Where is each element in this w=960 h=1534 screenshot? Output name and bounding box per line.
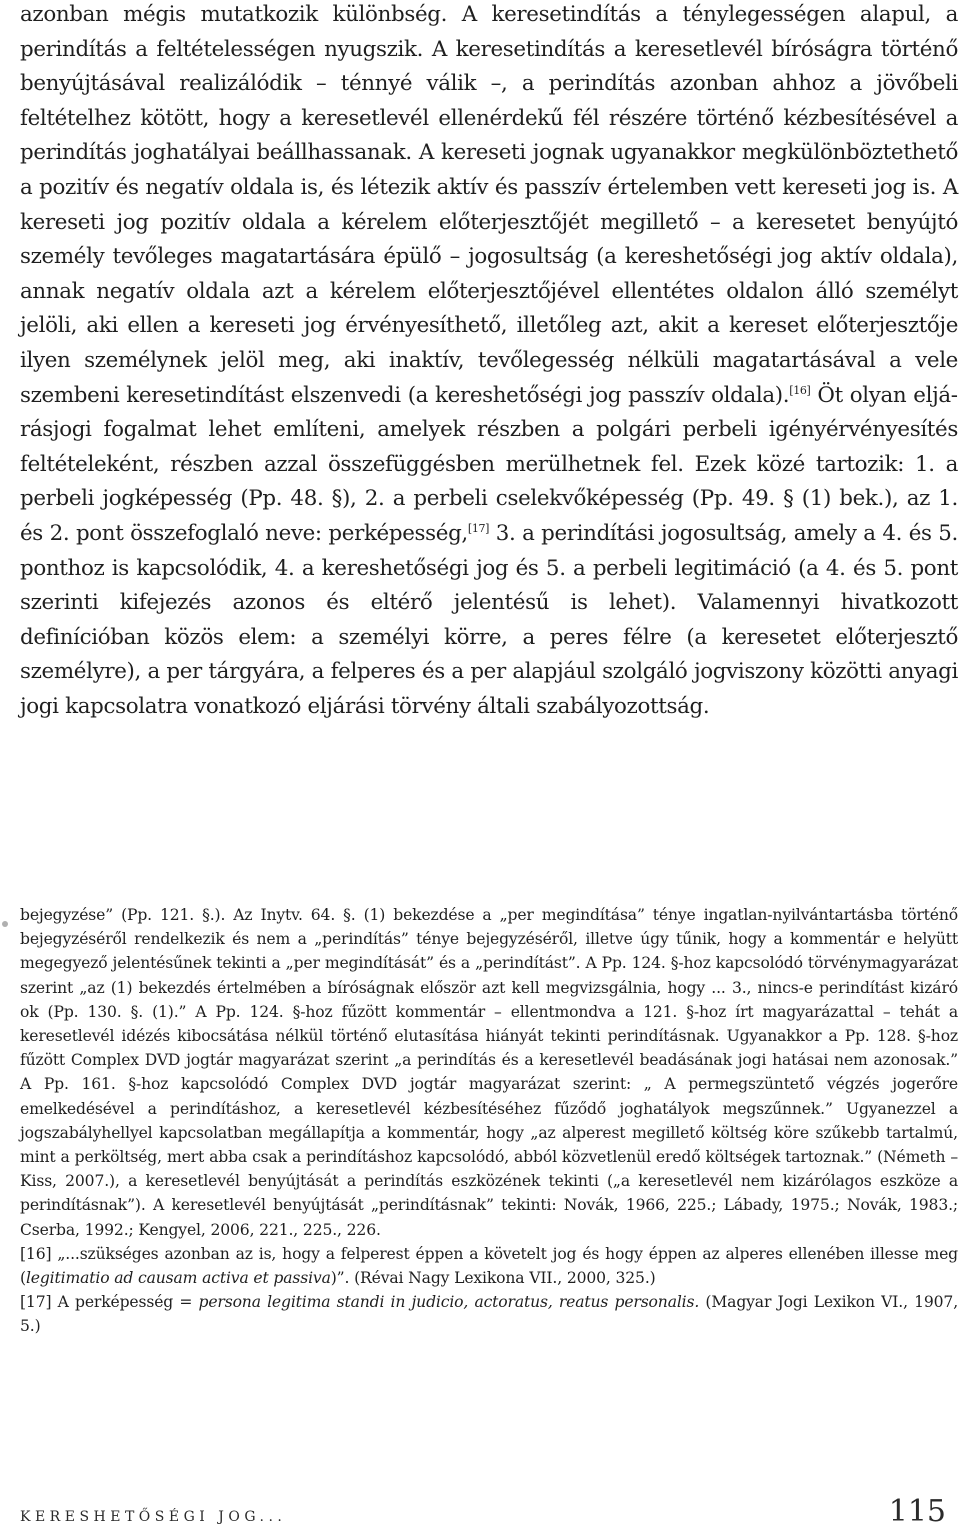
- footnote-ref-16[interactable]: [16]: [789, 383, 811, 397]
- running-head: KERESHETŐSÉGI JOG...: [20, 1509, 287, 1525]
- footnote-bullet-icon: [2, 921, 8, 927]
- footnote-17: [20, 1290, 958, 1338]
- footnote-16: [20, 1242, 958, 1290]
- footnote-17-text: A perképesség =: [51, 1293, 199, 1312]
- page-number: 115: [888, 1494, 946, 1529]
- body-text-part-1: azonban mégis mutatkozik különbség. A keresetindítás a ténylegességen alapul, a perindítás a feltételességen nyugszik. A keresetindítás a keresetlevél bíróságra történő benyújtásával realizálódik – ténnyé válik –, a perindítás azonban ahhoz a jövőbeli feltételhez kötött, hogy a keresetlevél ellenérdekű fél részére történő kézbesítésével a perindítás joghatályai beállhassanak. A kereseti jognak ugyanakkor megkülönböztethető a pozitív és negatív oldala is, és létezik aktív és passzív értelemben vett kereseti jog is. A kereseti jog pozitív oldala a kérelem előterjesztőjét megillető – a keresetet benyújtó személy tevőleges magatartására épülő – jogosultság (a kereshetőségi jog aktív oldala), annak negatív oldala azt a kérelem előterjesztőjével ellentétes oldalon álló személyt jelöli, aki ellen a kereseti jog érvényesíthető, illetőleg azt, akit a kereset előterjesztője ilyen személynek jelöl meg, aki inaktív, tevőlegesség nélküli magatartásával a vele szembeni keresetindítást elszenvedi (a kereshetőségi jog passzív oldala).: [20, 2, 958, 408]
- footnotes-section: [20, 903, 958, 1339]
- footnote-17-text-end: (Magyar Jogi Lexikon VI., 1907, 5.): [20, 1293, 959, 1336]
- footnote-16-italic: legitimatio ad causam activa et passiva: [25, 1269, 331, 1288]
- body-paragraph: [20, 0, 958, 724]
- footnote-continued: bejegyzése” (Pp. 121. §.). Az Inytv. 64. §. (1) bekezdése a „per megindítása” ténye ingatlan-nyilvántartásba történő bejegyzéséről rendelkezik és nem a „perindítás” ténye bejegyzéséről, illetve úgy tűnik, hogy a kommentár e helyütt megegyező jelentésűnek tekinti a „per megindítását” és a „perindítást”. A Pp. 124. §-hoz kapcsolódó törvénymagyarázat szerint „az (1) bekezdés értelmében a bíróságnak először azt kell megvizsgálnia, hogy ... 3., nincs-e perindítást kizáró ok (Pp. 130. §. (1).” A Pp. 124. §-hoz fűzött kommentár – ellentmondva a 121. §-hoz írt magyarázattal – tehát a keresetlevél idézés kibocsátása nélkül történő elutasítása hiányát tekinti perindításnak. Ugyanakkor a Pp. 128. §-hoz fűzött Complex DVD jogtár magyarázat szerint „a perindítás és a keresetlevél beadásának jogi hatásai nem azonosak.” A Pp. 161. §-hoz kapcsolódó Complex DVD jogtár magyarázat szerint: „ A permegszüntető végzés jogerőre emelkedésével a perindításhoz, a keresetlevél kézbesítéséhez fűződő joghatályok megszűnnek.” Ugyanezzel a jogszabályhellyel kapcsolatban megállapítja a kommentár, hogy „az alperest megillető költség köre szűkebb tartalmú, mint a perköltség, mert abba csak a perindításhoz kapcsolódó, abból közvetlenül eredő költségek tartoznak.” (Németh – Kiss, 2007.), a keresetlevél benyújtását a perindítás eszközének tekinti („a keresetlevél nem kizárólagos eszköze a perindításnak”). A keresetlevél benyújtását „perindításnak” tekinti: Novák, 1966, 225.; Lábady, 1975.; Novák, 1983.; Cserba, 1992.; Kengyel, 2006, 221., 225., 226.: [20, 906, 958, 1239]
- footnote-16-marker: [16]: [20, 1244, 52, 1263]
- footnote-16-text: „...szükséges azonban az is, hogy a felperest éppen a követelt jog és hogy éppen az alperes ellenében illesse meg (: [20, 1244, 958, 1288]
- footnote-17-marker: [17]: [20, 1293, 52, 1312]
- footnote-ref-17[interactable]: [17]: [467, 521, 490, 535]
- body-text-part-2: Öt olyan eljárásjogi fogalmat lehet említeni, amelyek részben a polgári perbeli igényérvényesítés feltételeként, részben azzal összefüggésben merülhetnek fel. Ezek közé tartozik: 1. a perbeli jogképesség (Pp. 48. §), 2. a perbeli cselekvőképesség (Pp. 49. § (1) bek.), az 1. és 2. pont összefoglaló neve: perképesség,: [20, 382, 958, 546]
- body-text-part-3: 3. a perindítási jogosultság, amely a 4. és 5. ponthoz is kapcsolódik, 4. a kereshetőségi jog és 5. a perbeli legitimáció (a 4. és 5. pont szerinti kifejezés azonos és eltérő jelentésű is lehet). Valamennyi hivatkozott definícióban közös elem: a személyi körre, a peres félre (a keresetet előterjesztő személyre), a per tárgyára, a felperes és a per alapjául szolgáló jogviszony közötti anyagi jogi kapcsolatra vonatkozó eljárási törvény általi szabályozottság.: [20, 520, 958, 719]
- footnote-16-text-end: )”. (Révai Nagy Lexikona VII., 2000, 325.): [330, 1269, 656, 1288]
- footnote-17-italic: persona legitima standi in judicio, actoratus, reatus personalis.: [198, 1293, 700, 1312]
